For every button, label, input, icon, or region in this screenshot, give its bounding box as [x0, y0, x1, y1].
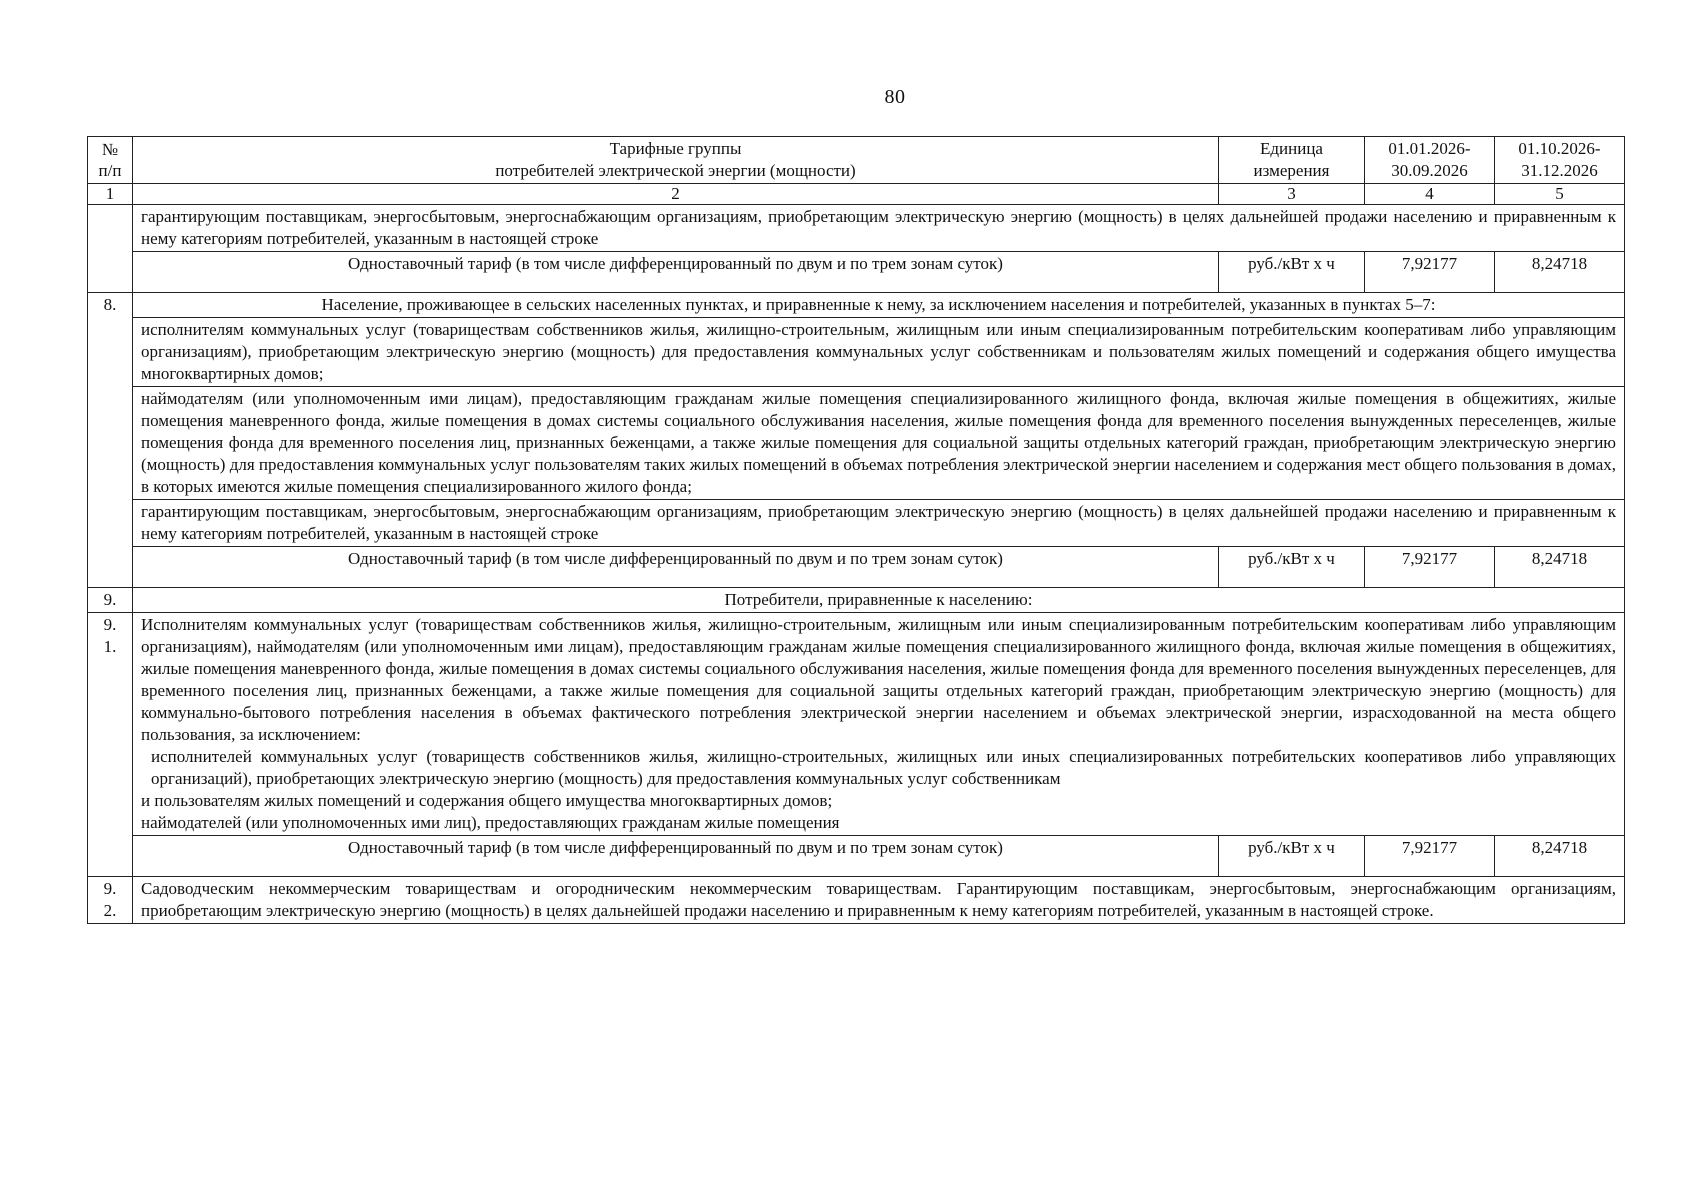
header-unit-cell [1219, 137, 1365, 184]
header-period1-line2: 30.09.2026 [1391, 161, 1468, 180]
tariff-value-period2: 8,24718 [1495, 252, 1625, 293]
column-number: 3 [1219, 184, 1365, 205]
table-row [88, 588, 1625, 613]
paragraph: и пользователям жилых помещений и содержания общего имущества многоквартирных домов; [141, 791, 833, 810]
column-number: 1 [88, 184, 133, 205]
table-row [88, 205, 1625, 252]
header-period2-line1: 01.10.2026- [1518, 139, 1601, 158]
paragraph: Исполнителям коммунальных услуг (товариществам собственников жилья, жилищно-строительным, жилищным или иным специализированным потребительским кооперативам либо управляющим организациям), наймодателям (или уполномоченным ими лицам), предоставляющим гражданам жилые помещения специализированного жилищного фонда, включая жилые помещения в общежитиях, жилые помещения маневренного фонда, жилые помещения в домах системы социального обслуживания населения, жилые помещения фонда для временного поселения вынужденных переселенцев, для временного поселения лиц, признанных беженцами, а также жилые помещения для социальной защиты отдельных категорий граждан, приобретающим электрическую энергию (мощность) для коммунально-бытового потребления населения в объемах фактического потребления электрической энергии населением и объемах электрической энергии, израсходованной на места общего пользования, за исключением: [141, 615, 1616, 744]
tariff-row [88, 252, 1625, 293]
header-unit-line1: Единица [1260, 139, 1323, 158]
header-period2-cell [1495, 137, 1625, 184]
paragraph: исполнителей коммунальных услуг (товариществ собственников жилья, жилищно-строительных, жилищных или иных специализированных потребительских кооперативов либо управляющих организаций), приобретающих электрическую энергию (мощность) для предоставления коммунальных услуг собственникам [151, 747, 1616, 788]
consumer-group-text: гарантирующим поставщикам, энергосбытовым, энергоснабжающим организациям, приобретающим электрическую энергию (мощность) в целях дальнейшей продажи населению и приравненным к нему категориям потребителей, указанным в настоящей строке [133, 500, 1625, 547]
row-number-8: 8. [88, 293, 133, 588]
consumer-group-text: исполнителям коммунальных услуг (товариществам собственников жилья, жилищно-строительным, жилищным или иным специализированным потребительским кооперативам либо управляющим организациям), приобретающим электрическую энергию (мощность) для предоставления коммунальных услуг собственникам и пользователям жилых помещений и содержания общего имущества многоквартирных домов; [133, 318, 1625, 387]
column-number: 5 [1495, 184, 1625, 205]
tariff-unit: руб./кВт х ч [1219, 252, 1365, 293]
tariff-value-period1: 7,92177 [1365, 547, 1495, 588]
consumer-group-text [133, 613, 1625, 836]
tariff-value-period2: 8,24718 [1495, 547, 1625, 588]
consumer-group-text: наймодателям (или уполномоченным ими лицам), предоставляющим гражданам жилые помещения специализированного жилищного фонда, включая жилые помещения в общежитиях, жилые помещения маневренного фонда, жилые помещения в домах системы социального обслуживания населения, жилые помещения фонда для временного поселения вынужденных переселенцев, жилые помещения фонда для временного поселения лиц, признанных беженцами, а также жилые помещения для социальной защиты отдельных категорий граждан, приобретающим электрическую энергию (мощность) для предоставления коммунальных услуг пользователям таких жилых помещений в объемах потребления электрической энергии населением и содержания мест общего пользования в домах, в которых имеются жилые помещения специализированного жилого фонда; [133, 387, 1625, 500]
section-title: Население, проживающее в сельских населенных пунктах, и приравненные к нему, за исключением населения и потребителей, указанных в пунктах 5–7: [133, 293, 1625, 318]
tariff-unit: руб./кВт х ч [1219, 547, 1365, 588]
table-row [88, 293, 1625, 318]
header-unit-line2: измерения [1253, 161, 1330, 180]
column-number: 2 [133, 184, 1219, 205]
tariff-row [88, 836, 1625, 877]
tariff-value-period2: 8,24718 [1495, 836, 1625, 877]
paragraph: наймодателей (или уполномоченных ими лиц), предоставляющих гражданам жилые помещения [141, 813, 840, 832]
tariff-row [88, 547, 1625, 588]
table-header-row [88, 137, 1625, 184]
header-number-cell [88, 137, 133, 184]
table-row [88, 613, 1625, 836]
tariff-name: Одноставочный тариф (в том числе дифференцированный по двум и по трем зонам суток) [133, 252, 1219, 293]
section-title: Потребители, приравненные к населению: [133, 588, 1625, 613]
tariff-value-period1: 7,92177 [1365, 836, 1495, 877]
tariff-value-period1: 7,92177 [1365, 252, 1495, 293]
consumer-group-text: Садоводческим некоммерческим товариществам и огородническим некоммерческим товариществам. Гарантирующим поставщикам, энергосбытовым, энергоснабжающим организациям, приобретающим электрическую энергию (мощность) в целях дальнейшей продажи населению и приравненным к нему категориям потребителей, указанным в настоящей строке. [133, 877, 1625, 924]
tariff-name: Одноставочный тариф (в том числе дифференцированный по двум и по трем зонам суток) [133, 836, 1219, 877]
tariff-name: Одноставочный тариф (в том числе дифференцированный по двум и по трем зонам суток) [133, 547, 1219, 588]
row-number-cell [88, 205, 133, 293]
page-number: 80 [884, 86, 906, 108]
column-number: 4 [1365, 184, 1495, 205]
row-number-9: 9. [88, 588, 133, 613]
tariff-table [87, 136, 1625, 924]
row-number-9-1: 9. 1. [88, 613, 133, 877]
header-period2-line2: 31.12.2026 [1521, 161, 1598, 180]
table-row [88, 387, 1625, 500]
table-row [88, 500, 1625, 547]
header-groups-line1: Тарифные группы [609, 139, 742, 158]
consumer-group-text: гарантирующим поставщикам, энергосбытовым, энергоснабжающим организациям, приобретающим электрическую энергию (мощность) в целях дальнейшей продажи населению и приравненным к нему категориям потребителей, указанным в настоящей строке [133, 205, 1625, 252]
header-number-label: № п/п [98, 140, 122, 180]
header-groups-cell [133, 137, 1219, 184]
row-number-9-2: 9. 2. [88, 877, 133, 924]
table-row [88, 318, 1625, 387]
header-period1-line1: 01.01.2026- [1388, 139, 1471, 158]
tariff-unit: руб./кВт х ч [1219, 836, 1365, 877]
table-row [88, 877, 1625, 924]
column-number-row [88, 184, 1625, 205]
header-groups-line2: потребителей электрической энергии (мощности) [495, 161, 856, 180]
header-period1-cell [1365, 137, 1495, 184]
